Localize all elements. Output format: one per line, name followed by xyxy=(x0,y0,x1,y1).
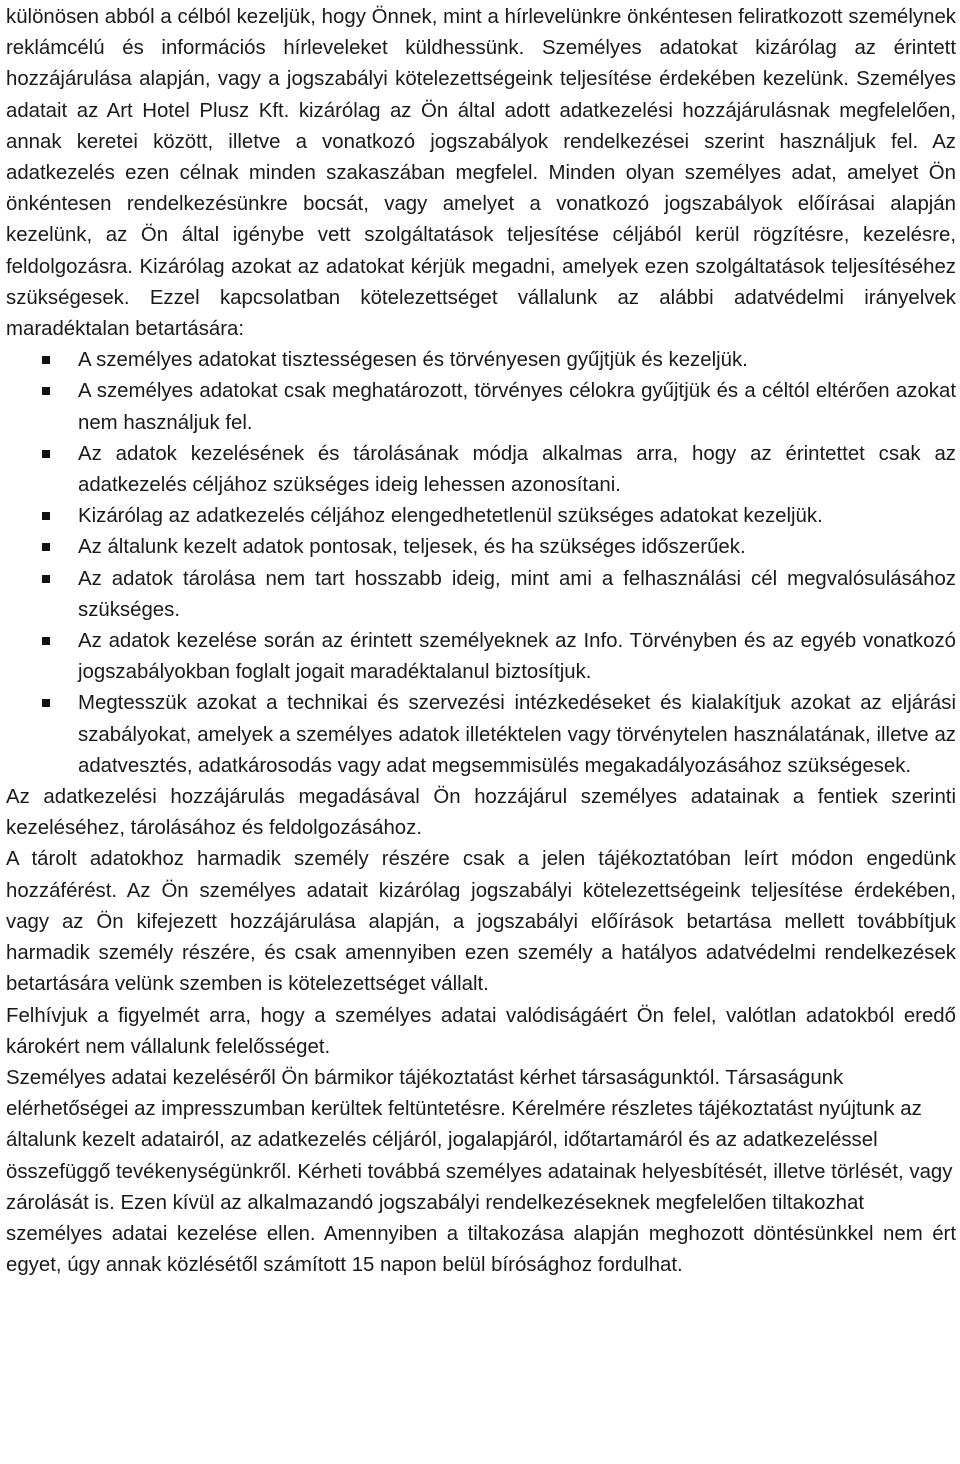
information-rights-paragraph: Személyes adatai kezeléséről Ön bármikor tájékoztatást kérhet társaságunktól. Társaságunk elérhetőségei az impresszumban kerültek feltüntetésre. Kérelmére részletes tájékoztatást nyújtunk az általunk kezelt adatairól, az adatkezelés céljáról, jogalapjáról, időtartamáról és az adatkezeléssel összefüggő tevékenységünkről. Kérheti továbbá személyes adatainak helyesbítését, illetve törlését, vagy zárolását is. Ezen kívül az alkalmazandó jogszabályi rendelkezéseknek megfelelően tiltakozhat xyxy=(6,1066,953,1214)
principle-item xyxy=(6,688,956,782)
principle-item xyxy=(6,532,956,563)
principle-text: Az adatok kezelésének és tárolásának módja alkalmas arra, hogy az érintettet csak az adatkezelés céljához szükséges ideig lehessen azonosítani. xyxy=(78,442,956,497)
principle-text: Az adatok tárolása nem tart hosszabb ideig, mint ami a felhasználási cél megvalósulásához szükséges. xyxy=(78,567,956,621)
principle-item xyxy=(6,345,956,376)
third-party-access-paragraph: A tárolt adatokhoz harmadik személy részére csak a jelen tájékoztatóban leírt módon engedünk hozzáférést. Az Ön személyes adatait kizárólag jogszabályi kötelezettségeink teljesítése érdekében, vagy az Ön kifejezett hozzájárulása alapján, a jogszabályi előírások betartása mellett továbbítjuk harmadik személy részére, és csak amennyiben ezen személy a hatályos adatvédelmi rendelkezések betartására velünk szemben is kötelezettséget vállalt. xyxy=(6,848,956,996)
consent-paragraph: Az adatkezelési hozzájárulás megadásával Ön hozzájárul személyes adatainak a fentiek szerinti kezeléséhez, tárolásához és feldolgozásához. xyxy=(6,786,956,840)
square-bullet-icon xyxy=(42,575,50,583)
principle-text: A személyes adatokat tisztességesen és törvényesen gyűjtjük és kezeljük. xyxy=(78,349,748,372)
square-bullet-icon xyxy=(42,699,50,707)
principle-item xyxy=(6,376,956,438)
square-bullet-icon xyxy=(42,356,50,364)
principle-item xyxy=(6,501,956,532)
square-bullet-icon xyxy=(42,387,50,395)
data-accuracy-paragraph: Felhívjuk a figyelmét arra, hogy a személyes adatai valódiságáért Ön felel, valótlan adatokból eredő károkért nem vállalunk felelősséget. xyxy=(6,1004,956,1058)
principle-text: Az adatok kezelése során az érintett személyeknek az Info. Törvényben és az egyéb vonatkozó jogszabályokban foglalt jogait maradéktalanul biztosítjuk. xyxy=(78,630,956,684)
principle-text: Megtesszük azokat a technikai és szervezési intézkedéseket és kialakítjuk azokat az eljárási szabályokat, amelyek a személyes adatok illetéktelen vagy törvénytelen használatának, illetve az adatvesztés, adatkárosodás vagy adat megsemmisülés megakadályozásához szükségesek. xyxy=(78,692,956,777)
principle-item xyxy=(6,439,956,501)
square-bullet-icon xyxy=(42,450,50,458)
principle-text: Kizárólag az adatkezelés céljához elengedhetetlenül szükséges adatokat kezeljük. xyxy=(78,505,823,528)
principle-text: Az általunk kezelt adatok pontosak, teljesek, és ha szükséges időszerűek. xyxy=(78,536,746,559)
objection-paragraph: személyes adatai kezelése ellen. Amennyiben a tiltakozása alapján meghozott döntésünkkel nem ért egyet, úgy annak közlésétől számított 15 napon belül bírósághoz fordulhat. xyxy=(6,1222,956,1277)
square-bullet-icon xyxy=(42,637,50,645)
principle-item xyxy=(6,626,956,688)
square-bullet-icon xyxy=(42,512,50,520)
principle-item xyxy=(6,564,956,626)
principle-text: A személyes adatokat csak meghatározott, törvényes célokra gyűjtjük és a céltól eltérően azokat nem használjuk fel. xyxy=(78,380,956,434)
square-bullet-icon xyxy=(42,543,50,551)
intro-paragraph: különösen abból a célból kezeljük, hogy Önnek, mint a hírlevelünkre önkéntesen feliratkozott személynek reklámcélú és információs hírleveleket küldhessünk. Személyes adatokat kizárólag az érintett hozzájárulása alapján, vagy a jogszabályi kötelezettségeink teljesítése érdekében kezelünk. Személyes adatait az Art Hotel Plusz Kft. kizárólag az Ön által adott adatkezelési hozzájárulásnak megfelelően, annak keretei között, illetve a vonatkozó jogszabályok rendelkezései szerint használjuk fel. Az adatkezelés ezen célnak minden szakaszában megfelel. Minden olyan személyes adat, amelyet Ön önkéntesen rendelkezésünkre bocsát, vagy amelyet a vonatkozó jogszabályok előírásai alapján kezelünk, az Ön által igénybe vett szolgáltatások teljesítése céljából kerül rögzítésre, kezelésre, feldolgozásra. Kizárólag azokat az adatokat kérjük megadni, amelyek ezen szolgáltatások teljesítéséhez szükségesek. Ezzel kapcsolatban kötelezettséget vállalunk az alábbi adatvédelmi irányelvek maradéktalan betartására: xyxy=(6,6,956,341)
privacy-principles-list xyxy=(6,345,956,782)
